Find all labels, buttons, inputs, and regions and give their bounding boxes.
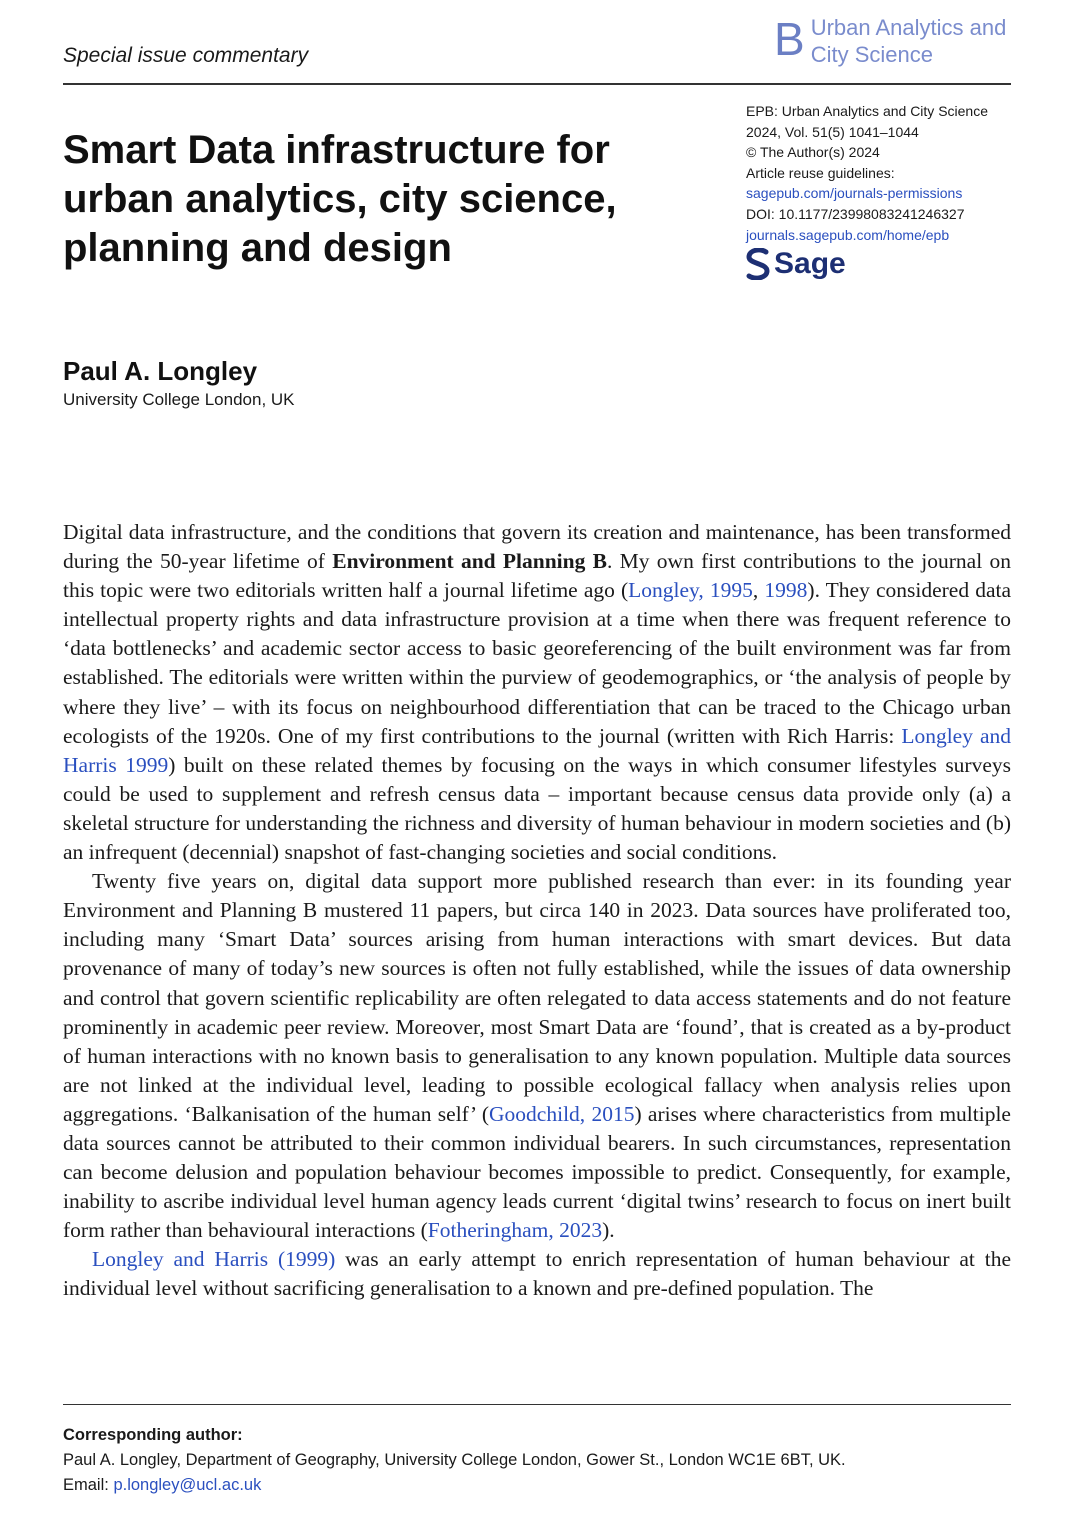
journal-name [811, 14, 1007, 68]
email-link[interactable]: p.longley@ucl.ac.uk [113, 1476, 262, 1494]
article-metadata [746, 101, 988, 245]
journal-logo [774, 14, 1006, 68]
journal-homepage-link[interactable]: journals.sagepub.com/home/epb [746, 226, 950, 243]
meta-doi: DOI: 10.1177/23998083241246327 [746, 205, 965, 222]
citation-link[interactable]: Longley and Harris 1999 [63, 723, 1011, 777]
text-run: Twenty five years on, digital data support more published research than ever: in its founding year Environment and Planning B mustered 11 papers, but circa 140 in 2023. Data sources have proliferated too, including many ‘Smart Data’ sources arising from human interactions with smart devices. But data provenance of many of today’s new sources is often not fully established, while the issues of data ownership and control that govern scientific replicability are often relegated to data access statements and do not feature prominently in academic peer review. Moreover, most Smart Data are ‘found’, that is created as a by-product of human interactions with no known basis to generalisation to any known population. Multiple data sources are not linked at the individual level, leading to possible ecological fallacy when analysis relies upon aggregations. ‘Balkanisation of the human self’ ( [63, 869, 1011, 1126]
text-run: ). They considered data intellectual property rights and data infrastructure provision at a time when there was frequent reference to ‘data bottlenecks’ and academic sector access to basic georeferencing of the built environment was far from established. The editorials were written within the purview of geodemographics, or ‘the analysis of people by where they live’ – with its focus on neighbourhood differentiation that can be traced to the Chicago urban ecologists of the 1920s. One of my first contributions to the journal (written with Rich Harris: [63, 578, 1012, 748]
text-run: ) arises where characteristics from multiple data sources cannot be attributed to their common individual bearers. In such circumstances, representation can become delusion and population behaviour becomes impossible to predict. Consequently, for example, inability to ascribe individual level human agency leads current ‘digital twins’ research to focus on inert built form rather than behavioural interactions ( [63, 1101, 1011, 1243]
corresponding-label: Corresponding author: [63, 1426, 243, 1444]
journal-name-line1: Urban Analytics and [810, 15, 1007, 40]
sage-s-icon [746, 248, 770, 280]
footnote-divider [63, 1404, 1011, 1405]
header-divider [63, 83, 1011, 85]
author-name: Paul A. Longley [63, 356, 258, 386]
citation-link[interactable]: 1998 [764, 578, 808, 603]
text-run: Digital data infrastructure, and the conditions that govern its creation and maintenance, has been transformed during the 50-year lifetime of [63, 520, 1011, 574]
article-title: Smart Data infrastructure for urban analytics, city science, planning and design [63, 128, 617, 270]
text-run: . My own first contributions to the journal on this topic were two editorials written half a journal lifetime ago ( [63, 549, 1011, 603]
author-affiliation: University College London, UK [63, 390, 295, 409]
body-paragraph [63, 1245, 1011, 1303]
article-body [63, 518, 1011, 1304]
publisher-name: Sage [774, 247, 846, 280]
text-run: ). [602, 1218, 615, 1243]
journal-logo-letter: B [774, 13, 805, 65]
citation-link[interactable]: Fotheringham, 2023 [427, 1218, 603, 1243]
corresponding-address: Paul A. Longley, Department of Geography, University College London, Gower St., London WC1E 6BT, UK. [63, 1451, 846, 1469]
text-run: was an early attempt to enrich representation of human behaviour at the individual level without sacrificing generalisation to a known and pre-defined population. The [63, 1247, 1011, 1301]
publisher-logo [746, 247, 846, 281]
corresponding-author-note [63, 1423, 846, 1498]
text-run: , [752, 578, 765, 603]
meta-journal: EPB: Urban Analytics and City Science [746, 103, 989, 119]
body-paragraph [63, 867, 1011, 1245]
section-label: Special issue commentary [63, 44, 309, 67]
body-paragraph [63, 518, 1011, 867]
meta-reuse-label: Article reuse guidelines: [746, 164, 895, 181]
email-label: Email: [63, 1476, 109, 1494]
text-run: ) built on these related themes by focusing on the ways in which consumer lifestyles surveys could be used to supplement and refresh census data – important because census data provide only (a) a skeletal structure for understanding the richness and diversity of human behaviour in modern societies and (b) an infrequent (decennial) snapshot of fast-changing societies and social conditions. [63, 752, 1011, 865]
reuse-guidelines-link[interactable]: sagepub.com/journals-permissions [746, 185, 963, 202]
email-line [63, 1473, 846, 1498]
meta-volume: 2024, Vol. 51(5) 1041–1044 [746, 123, 919, 140]
meta-copyright: © The Author(s) 2024 [746, 144, 880, 161]
journal-name-emphasis: Environment and Planning B [332, 549, 607, 574]
journal-name-line2: City Science [810, 42, 933, 67]
citation-link[interactable]: Longley and Harris (1999) [92, 1247, 336, 1272]
citation-link[interactable]: Goodchild, 2015 [489, 1101, 635, 1126]
citation-link[interactable]: Longley, 1995 [628, 578, 753, 603]
